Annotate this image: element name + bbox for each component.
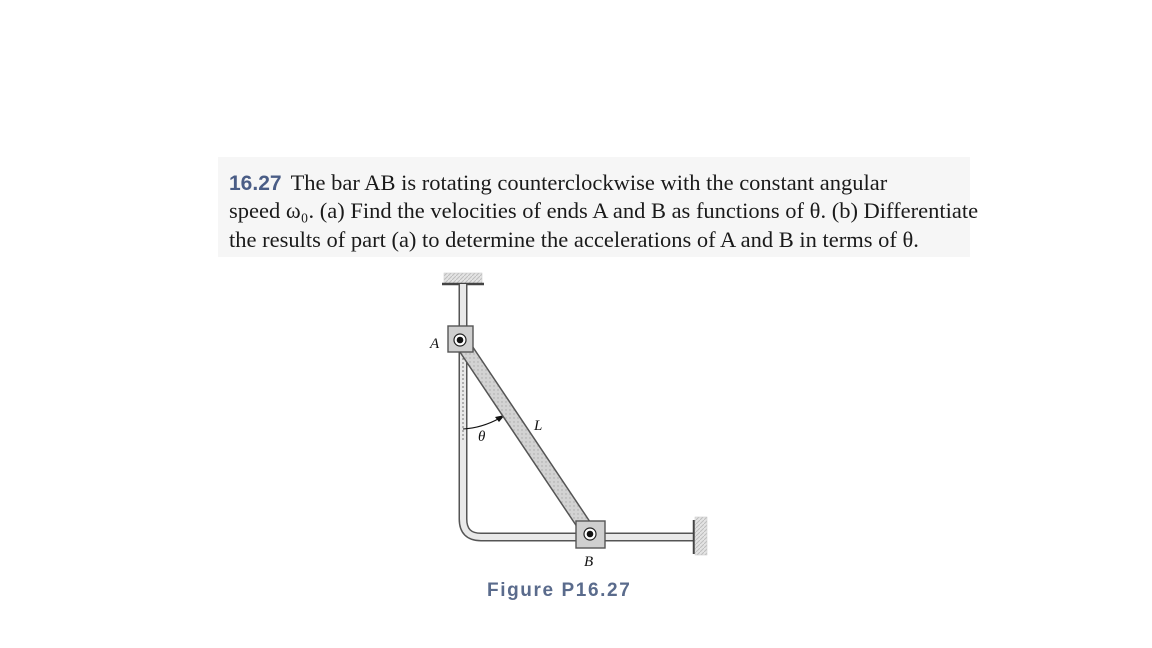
problem-line-1	[229, 170, 887, 197]
guide-rod-outer	[463, 284, 694, 537]
label-b: B	[584, 554, 594, 570]
pin-b	[587, 531, 594, 538]
pin-a	[457, 337, 464, 344]
problem-line-3: the results of part (a) to determine the accelerations of A and B in terms of θ.	[229, 227, 919, 252]
mechanism-diagram	[420, 268, 720, 608]
label-a: A	[430, 336, 440, 352]
problem-number: 16.27	[229, 172, 282, 195]
right-wall	[695, 517, 707, 555]
guide-rod-inner	[463, 284, 694, 537]
figure-p16-27	[420, 268, 720, 608]
figure-caption: Figure P16.27	[487, 580, 632, 601]
theta-arc	[463, 418, 500, 429]
problem-text-line-1: The bar AB is rotating counterclockwise with the constant angular	[290, 170, 888, 195]
problem-line-2: speed ω₀. (a) Find the velocities of ends A and B as functions of θ. (b) Differentiate	[229, 198, 979, 223]
top-wall	[444, 273, 482, 284]
label-l: L	[534, 418, 543, 434]
problem-statement	[218, 157, 979, 257]
label-theta: θ	[478, 429, 486, 445]
